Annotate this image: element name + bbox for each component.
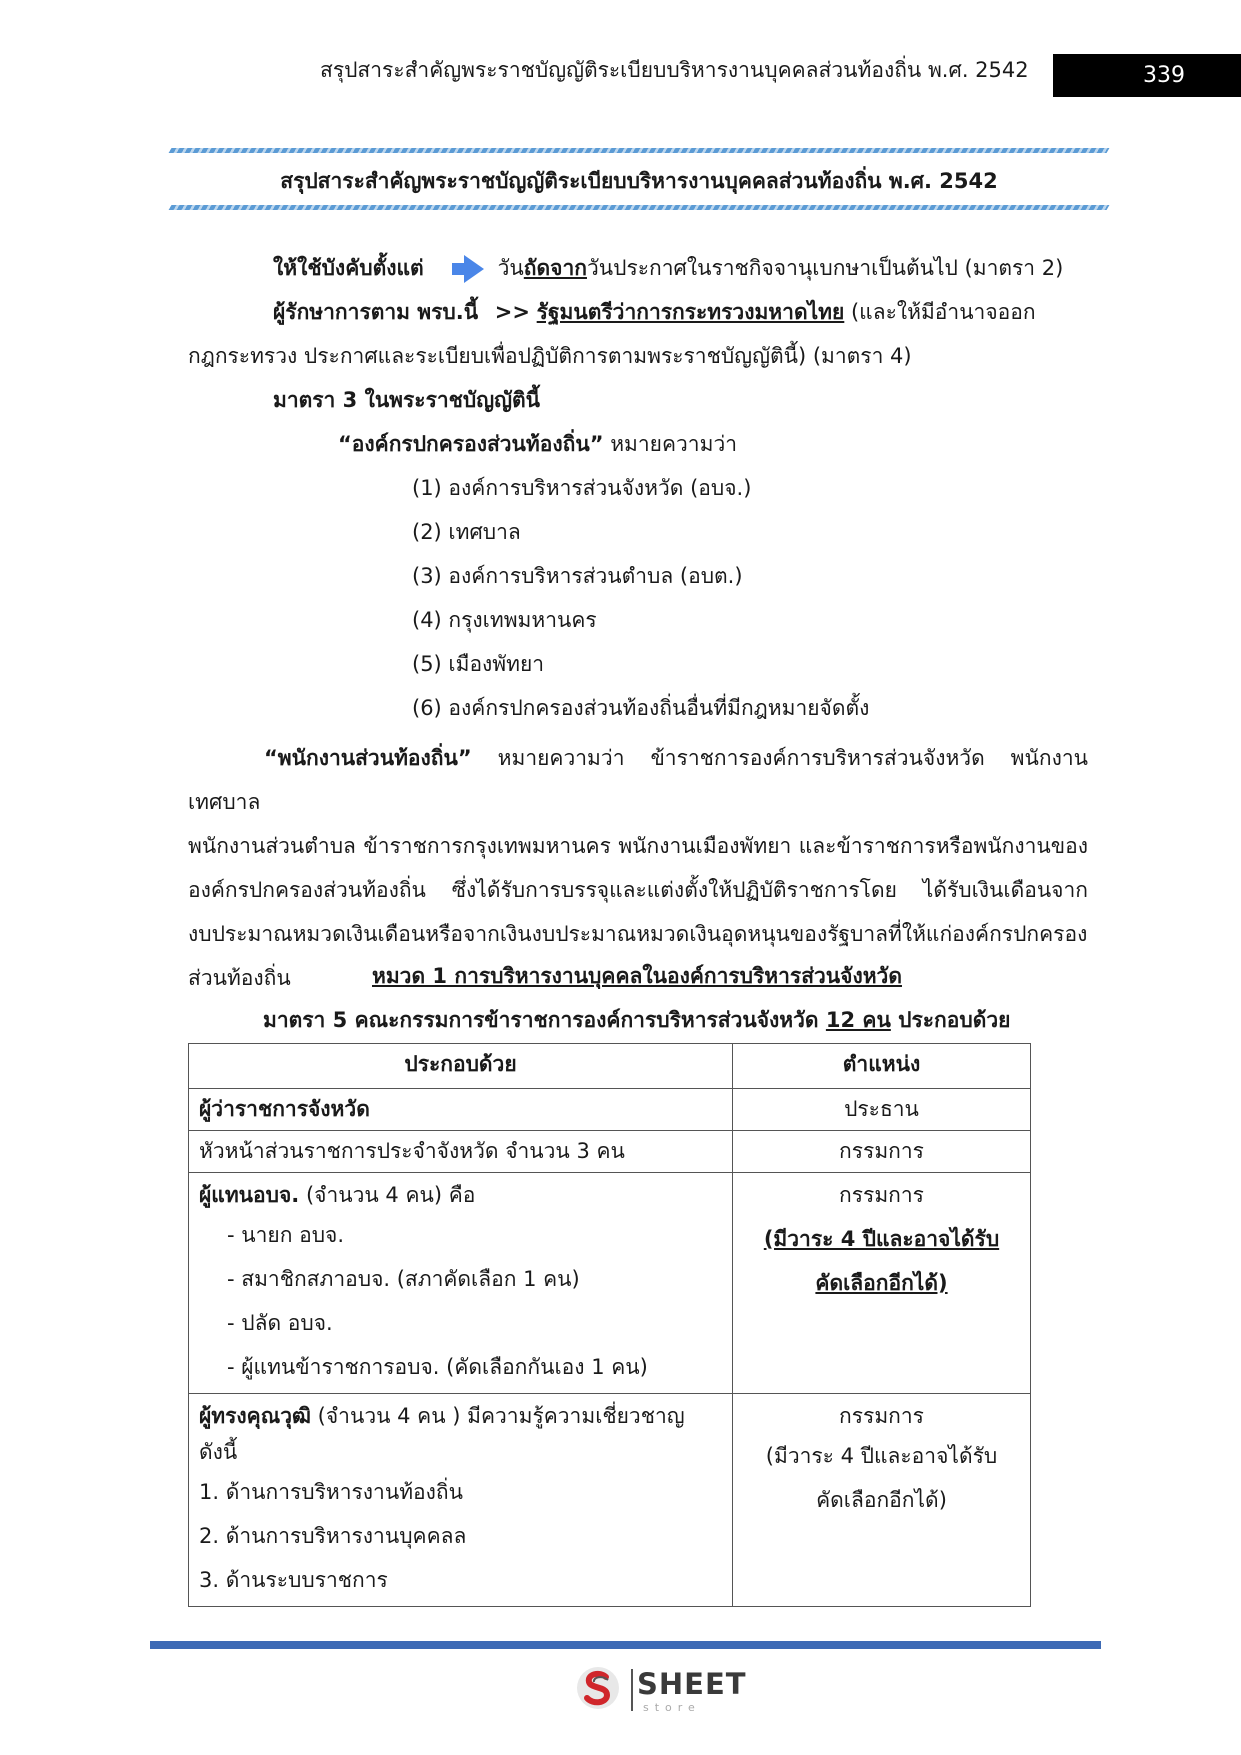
staff-line-5: ส่วนท้องถิ่น [188, 966, 291, 990]
term-note-2: คัดเลือกอีกได้) [816, 1488, 947, 1512]
banner-bottom-rule [169, 205, 1110, 210]
position-committee: กรรมการ [839, 1183, 924, 1207]
effective-date-line [273, 252, 1063, 285]
effective-text-b: ถัดจาก [523, 256, 587, 280]
list-item: 2. ด้านการบริหารงานบุคคลล [199, 1524, 467, 1548]
logo-subtext: store [643, 1701, 701, 1714]
member-provincial-heads: หัวหน้าส่วนราชการประจำจังหวัด จำนวน 3 คน [189, 1131, 733, 1173]
position-chair: ประธาน [733, 1089, 1031, 1131]
list-item: (3) องค์การบริหารส่วนตำบล (อบต.) [412, 564, 743, 588]
list-item: 3. ด้านระบบราชการ [199, 1568, 388, 1592]
section5-count: 12 คน [825, 1008, 891, 1032]
section3-term: “องค์กรปกครองส่วนท้องถิ่น” [338, 432, 604, 456]
footer-bar [150, 1641, 1101, 1649]
column-header-members: ประกอบด้วย [189, 1044, 733, 1089]
experts-title: ผู้ทรงคุณวุฒิ [199, 1404, 311, 1428]
minister-name: รัฐมนตรีว่าการกระทรวงมหาดไทย [536, 300, 845, 324]
banner-title: สรุปสาระสำคัญพระราชบัญญัติระเบียบบริหารงานบุคคลส่วนท้องถิ่น พ.ศ. 2542 [280, 169, 998, 193]
section5-b: ประกอบด้วย [898, 1008, 1011, 1032]
staff-line-2: พนักงานส่วนตำบล ข้าราชการกรุงเทพมหานคร พนักงานเมืองพัทยา และข้าราชการหรือพนักงานของ [188, 834, 1088, 858]
chapter1-title: หมวด 1 การบริหารงานบุคคลในองค์การบริหารส่วนจังหวัด [372, 964, 902, 988]
minister-line [273, 296, 1036, 329]
staff-line-3: องค์กรปกครองส่วนท้องถิ่น ซึ่งได้รับการบรรจุและแต่งตั้งให้ปฏิบัติราชการโดย ได้รับเงินเดือนจาก [188, 878, 1088, 902]
list-item: - นายก อบจ. [227, 1223, 345, 1247]
column-header-position: ตำแหน่ง [733, 1044, 1031, 1089]
minister-label: ผู้รักษาการตาม พรบ.นี้ [273, 300, 479, 324]
table-row [189, 1089, 1031, 1131]
minister-rest: (และให้มีอำนาจออก [850, 300, 1036, 324]
staff-line-1: หมายความว่า ข้าราชการองค์การบริหารส่วนจังหวัด พนักงานเทศบาล [188, 746, 1088, 814]
staff-line-4: งบประมาณหมวดเงินเดือนหรือจากเงินงบประมาณหมวดเงินอุดหนุนของรัฐบาลที่ให้แก่องค์กรปกครอง [188, 922, 1088, 946]
sheet-logo-icon [575, 1665, 621, 1711]
title-banner [170, 148, 1108, 210]
list-item: (5) เมืองพัทยา [412, 652, 545, 676]
member-experts [189, 1394, 733, 1607]
term-note-2: คัดเลือกอีกได้) [815, 1271, 948, 1295]
position-cell [733, 1173, 1031, 1394]
section3-means: หมายความว่า [610, 432, 738, 456]
minister-line-2: กฎกระทรวง ประกาศและระเบียบเพื่อปฏิบัติการตามพระราชบัญญัตินี้) (มาตรา 4) [188, 344, 912, 368]
right-arrow-icon [464, 255, 484, 283]
banner-top-rule [169, 148, 1110, 153]
staff-term: “พนักงานส่วนท้องถิ่น” [264, 746, 472, 770]
section5-a: มาตรา 5 คณะกรรมการข้าราชการองค์การบริหารส่วนจังหวัด [263, 1008, 819, 1032]
member-governor: ผู้ว่าราชการจังหวัด [189, 1089, 733, 1131]
term-note-1: (มีวาระ 4 ปีและอาจได้รับ [763, 1227, 1000, 1251]
position-committee: กรรมการ [733, 1131, 1031, 1173]
list-item: (1) องค์การบริหารส่วนจังหวัด (อบจ.) [412, 476, 752, 500]
section3-term-line [338, 428, 737, 461]
table-row [189, 1173, 1031, 1394]
pao-rep-count: (จำนวน 4 คน) คือ [305, 1183, 476, 1207]
table-row [189, 1131, 1031, 1173]
sheet-store-logo [575, 1665, 745, 1721]
effective-text-c: วันประกาศในราชกิจจานุเบกษาเป็นต้นไป (มาตรา 2) [586, 256, 1064, 280]
minister-arrow: >> [494, 300, 530, 324]
list-item: (6) องค์กรปกครองส่วนท้องถิ่นอื่นที่มีกฎหมายจัดตั้ง [412, 696, 870, 720]
position-committee: กรรมการ [839, 1404, 924, 1428]
logo-separator [631, 1669, 633, 1711]
list-item: - ผู้แทนข้าราชการอบจ. (คัดเลือกกันเอง 1 คน) [227, 1355, 648, 1379]
list-item: (2) เทศบาล [412, 520, 521, 544]
logo-text: SHEET [637, 1667, 747, 1701]
list-item: - สมาชิกสภาอบจ. (สภาคัดเลือก 1 คน) [227, 1267, 580, 1291]
effective-label: ให้ใช้บังคับตั้งแต่ [273, 256, 424, 280]
term-note-1: (มีวาระ 4 ปีและอาจได้รับ [765, 1444, 998, 1468]
list-item: - ปลัด อบจ. [227, 1311, 333, 1335]
section3-heading: มาตรา 3 ในพระราชบัญญัตินี้ [273, 388, 541, 412]
page-number-badge: 339 [1053, 54, 1241, 97]
table-header-row [189, 1044, 1031, 1089]
committee-table [188, 1043, 1031, 1607]
running-header-title: สรุปสาระสำคัญพระราชบัญญัติระเบียบบริหารงานบุคคลส่วนท้องถิ่น พ.ศ. 2542 [320, 58, 1029, 82]
list-item: 1. ด้านการบริหารงานท้องถิ่น [199, 1480, 463, 1504]
table-row [189, 1394, 1031, 1607]
experts-desc: (จำนวน 4 คน ) มีความรู้ความเชี่ยวชาญ ดังนี้ [199, 1404, 685, 1464]
effective-text-a: วัน [497, 256, 524, 280]
position-cell [733, 1394, 1031, 1607]
pao-rep-title: ผู้แทนอบจ. [199, 1183, 300, 1207]
section5-line [263, 1004, 1010, 1037]
list-item: (4) กรุงเทพมหานคร [412, 608, 597, 632]
member-pao-representatives [189, 1173, 733, 1394]
